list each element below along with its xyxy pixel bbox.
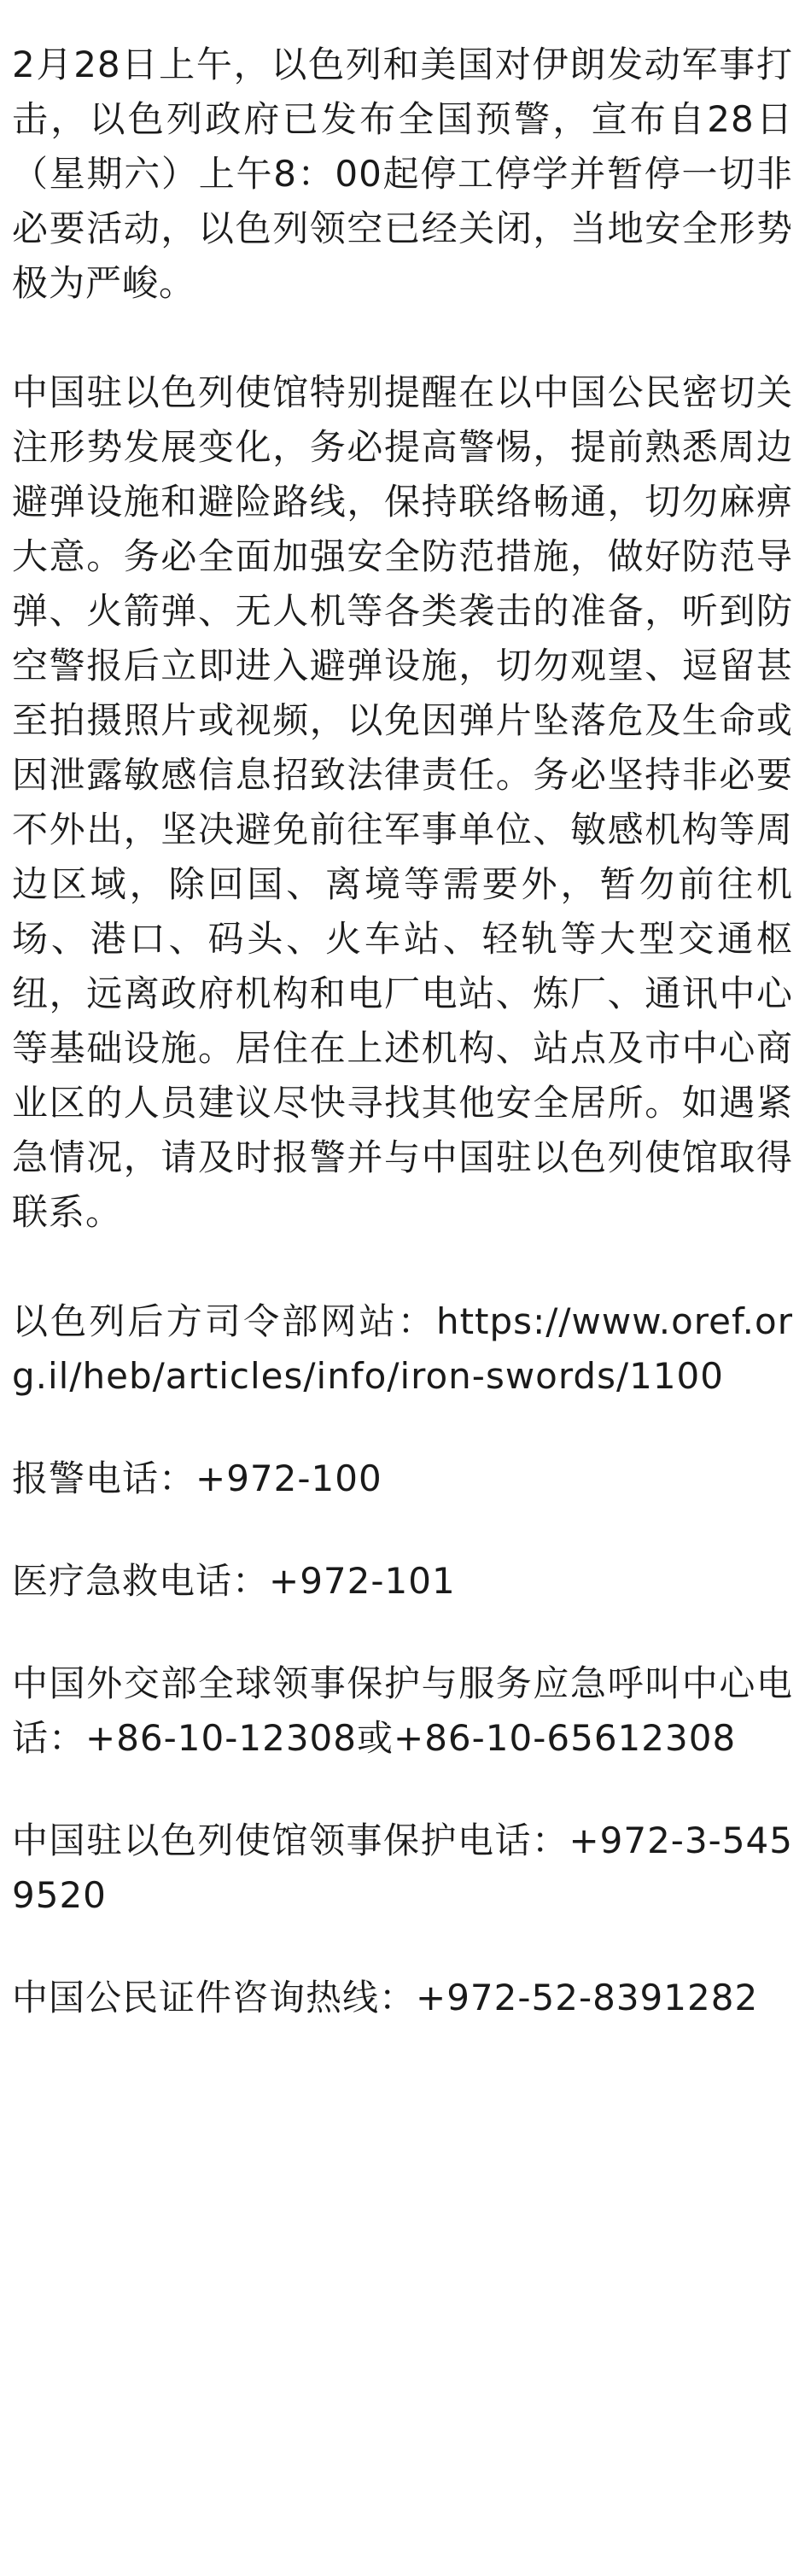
paragraph-strike-announcement: 2月28日上午，以色列和美国对伊朗发动军事打击，以色列政府已发布全国预警，宣布自28日（星期六）上午8：00起停工停学并暂停一切非必要活动，以色列领空已经关闭，当地安全形势极为严峻。 — [12, 44, 793, 304]
paragraph-medical-phone: 医疗急救电话：+972-101 — [12, 1560, 456, 1602]
paragraph-home-front-website: 以色列后方司令部网站：https://www.oref.org.il/heb/articles/info/iron-swords/1100 — [12, 1300, 793, 1397]
paragraph-embassy-consular-phone: 中国驻以色列使馆领事保护电话：+972-3-5459520 — [12, 1820, 793, 1916]
paragraph-embassy-reminder: 中国驻以色列使馆特别提醒在以中国公民密切关注形势发展变化，务必提高警惕，提前熟悉周边避弹设施和避险路线，保持联络畅通，切勿麻痹大意。务必全面加强安全防范措施，做好防范导弹、火箭弹、无人机等各类袭击的准备，听到防空警报后立即进入避弹设施，切勿观望、逗留甚至拍摄照片或视频，以免因弹片坠落危及生命或因泄露敏感信息招致法律责任。务必坚持非必要不外出，坚决避免前往军事单位、敏感机构等周边区域，除回国、离境等需要外，暂勿前往机场、港口、码头、火车站、轻轨等大型交通枢纽，远离政府机构和电厂电站、炼厂、通讯中心等基础设施。居住在上述机构、站点及市中心商业区的人员建议尽快寻找其他安全居所。如遇紧急情况，请及时报警并与中国驻以色列使馆取得联系。 — [12, 371, 793, 1233]
paragraph-mfa-hotline: 中国外交部全球领事保护与服务应急呼叫中心电话：+86-10-12308或+86-10-65612308 — [12, 1662, 793, 1759]
paragraph-police-phone: 报警电话：+972-100 — [12, 1457, 382, 1499]
paragraph-document-hotline: 中国公民证件咨询热线：+972-52-8391282 — [12, 1977, 759, 2018]
